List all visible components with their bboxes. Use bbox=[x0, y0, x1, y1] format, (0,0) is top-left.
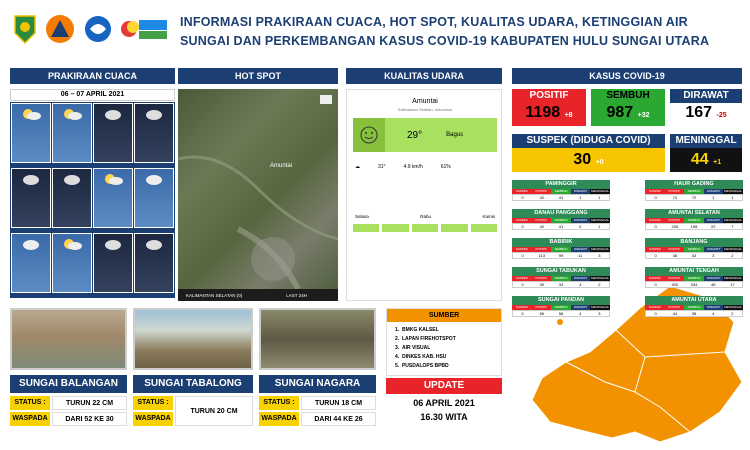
humidity: 61% bbox=[440, 164, 451, 170]
weather-cell bbox=[11, 103, 51, 163]
status-value: TURUN 18 CM bbox=[301, 396, 376, 410]
district-table: BABIRIK SUSPEK POSITIF SEMBUH DIRAWAT MENINGGAL 0 113 99 11 3 bbox=[512, 238, 610, 259]
update-date: 06 APRIL 2021 bbox=[413, 398, 475, 408]
air-card bbox=[346, 89, 502, 301]
weather-panel-title: PRAKIRAAN CUACA bbox=[10, 68, 175, 84]
river-photo-nagara bbox=[259, 308, 376, 370]
virus-icon bbox=[557, 319, 563, 325]
weather-cell bbox=[134, 233, 174, 293]
air-region: Kalimantan Selatan, Indonesia bbox=[397, 107, 453, 112]
aqi-status: Bagus bbox=[446, 132, 464, 138]
dirawat-label: DIRAWAT bbox=[670, 89, 742, 103]
hsu-wantap-logo bbox=[118, 12, 170, 46]
sembuh-value: 987 +32 bbox=[591, 103, 665, 126]
river-title-nagara: SUNGAI NAGARA bbox=[259, 375, 376, 393]
cloud-icon: ☁ bbox=[355, 164, 360, 170]
wind-speed: 4.9 km/h bbox=[403, 164, 423, 170]
weather-cell bbox=[52, 103, 92, 163]
level-label: WASPADA bbox=[259, 412, 299, 426]
day-label: Rabu bbox=[420, 214, 431, 219]
river-title-tabalong: SUNGAI TABALONG bbox=[133, 375, 253, 393]
update-box bbox=[386, 378, 502, 428]
district-table: BANJANG SUSPEK POSITIF SEMBUH DIRAWAT MENINGGAL 0 48 43 3 2 bbox=[645, 238, 743, 259]
district-table: SUNGAI TABUKAN SUSPEK POSITIF SEMBUH DIRAWAT MENINGGAL 0 39 34 3 2 bbox=[512, 267, 610, 288]
sources-box bbox=[386, 308, 502, 376]
day-label: Kamis bbox=[482, 214, 495, 219]
status-label: STATUS : bbox=[133, 396, 173, 410]
weather-cell bbox=[52, 168, 92, 228]
forecast-bars bbox=[353, 224, 497, 232]
page-title-line2: SUNGAI DAN PERKEMBANGAN KASUS COVID-19 KABUPATEN HULU SUNGAI UTARA bbox=[180, 34, 710, 48]
air-city: Amuntai bbox=[412, 98, 438, 105]
weather-cell bbox=[93, 233, 133, 293]
kabupaten-logo bbox=[12, 12, 38, 46]
suspek-value: 30 +0 bbox=[512, 148, 665, 172]
weather-cell bbox=[93, 103, 133, 163]
weather-grid bbox=[10, 102, 175, 298]
weather-cell bbox=[134, 103, 174, 163]
forecast-days bbox=[355, 214, 495, 219]
sembuh-label: SEMBUH bbox=[591, 89, 665, 103]
status-label: STATUS : bbox=[259, 396, 299, 410]
map-footer bbox=[178, 289, 338, 301]
river-title-balangan: SUNGAI BALANGAN bbox=[10, 375, 127, 393]
weather-row bbox=[355, 160, 495, 174]
map-control-icon[interactable] bbox=[320, 95, 332, 104]
meninggal-box bbox=[670, 134, 742, 172]
river-photo-tabalong bbox=[133, 308, 253, 370]
page-title-line1: INFORMASI PRAKIRAAN CUACA, HOT SPOT, KUALITAS UDARA, KETINGGIAN AIR bbox=[180, 15, 688, 29]
map-period: LAST 24H bbox=[286, 292, 307, 298]
district-table: SUNGAI PANDAN SUSPEK POSITIF SEMBUH DIRAWAT MENINGGAL 0 65 58 4 3 bbox=[512, 296, 610, 317]
covid-panel-title: KASUS COVID-19 bbox=[512, 68, 742, 84]
smiley-face-icon bbox=[353, 118, 385, 152]
district-table: AMUNTAI TENGAH SUSPEK POSITIF SEMBUH DIRAWAT MENINGGAL 0 400 334 48 17 bbox=[645, 267, 743, 288]
status-label: STATUS : bbox=[10, 396, 50, 410]
status-value: TURUN 20 CM bbox=[175, 396, 253, 426]
update-time: 16.30 WITA bbox=[420, 412, 468, 422]
level-value: DARI 44 KE 26 bbox=[301, 412, 376, 426]
hotspot-panel-title: HOT SPOT bbox=[178, 68, 338, 84]
district-table: AMUNTAI UTARA SUSPEK POSITIF SEMBUH DIRAWAT MENINGGAL 0 44 38 4 2 bbox=[645, 296, 743, 317]
meninggal-label: MENINGGAL bbox=[670, 134, 742, 148]
bpbd-logo bbox=[44, 12, 76, 46]
hotspot-map[interactable] bbox=[178, 89, 338, 301]
sembuh-box bbox=[591, 89, 665, 126]
status-value: TURUN 22 CM bbox=[52, 396, 127, 410]
sources-title: SUMBER bbox=[387, 309, 501, 322]
weather-cell bbox=[93, 168, 133, 228]
weather-date: 06 – 07 APRIL 2021 bbox=[10, 89, 175, 101]
district-table: PAMINGGIR SUSPEK POSITIF SEMBUH DIRAWAT MENINGGAL 0 42 41 1 1 bbox=[512, 180, 610, 201]
sources-list: 1. BMKG KALSEL 2. LAPAN FIREHOTSPOT 3. AIR VISUAL 4. DINKES KAB. HSU 5. PUSDALOPS BPBD bbox=[395, 327, 456, 369]
weather-temp: 31° bbox=[378, 164, 386, 170]
map-place-label: Amuntai bbox=[270, 163, 293, 169]
river-photo-balangan bbox=[10, 308, 127, 370]
weather-cell bbox=[134, 168, 174, 228]
level-label: WASPADA bbox=[10, 412, 50, 426]
positif-value: 1198 +8 bbox=[512, 103, 586, 126]
suspek-box bbox=[512, 134, 665, 172]
dirawat-value: 167 -25 bbox=[670, 103, 742, 126]
aqi-box bbox=[353, 118, 497, 152]
weather-cell bbox=[11, 168, 51, 228]
suspek-label: SUSPEK (DIDUGA COVID) bbox=[512, 134, 665, 148]
positif-label: POSITIF bbox=[512, 89, 586, 103]
district-table: AMUNTAI SELATAN SUSPEK POSITIF SEMBUH DIRAWAT MENINGGAL 0 230 198 22 7 bbox=[645, 209, 743, 230]
meninggal-value: 44 +1 bbox=[670, 148, 742, 172]
day-label: Selasa bbox=[355, 214, 369, 219]
district-table: DANAU PANGGANG SUSPEK POSITIF SEMBUH DIRAWAT MENINGGAL 0 42 41 0 1 bbox=[512, 209, 610, 230]
air-panel-title: KUALITAS UDARA bbox=[346, 68, 502, 84]
update-title: UPDATE bbox=[386, 378, 502, 394]
positif-box bbox=[512, 89, 586, 126]
weather-cell bbox=[52, 233, 92, 293]
level-value: DARI 52 KE 30 bbox=[52, 412, 127, 426]
dirawat-box bbox=[670, 89, 742, 126]
weather-cell bbox=[11, 233, 51, 293]
level-label: WASPADA bbox=[133, 412, 173, 426]
district-table: HAUR GADING SUSPEK POSITIF SEMBUH DIRAWAT MENINGGAL 0 74 72 1 1 bbox=[645, 180, 743, 201]
map-region: KALIMANTAN SELATAN (0) bbox=[186, 292, 243, 298]
kominfo-logo bbox=[84, 12, 112, 46]
aqi-value: 29° bbox=[407, 129, 423, 141]
